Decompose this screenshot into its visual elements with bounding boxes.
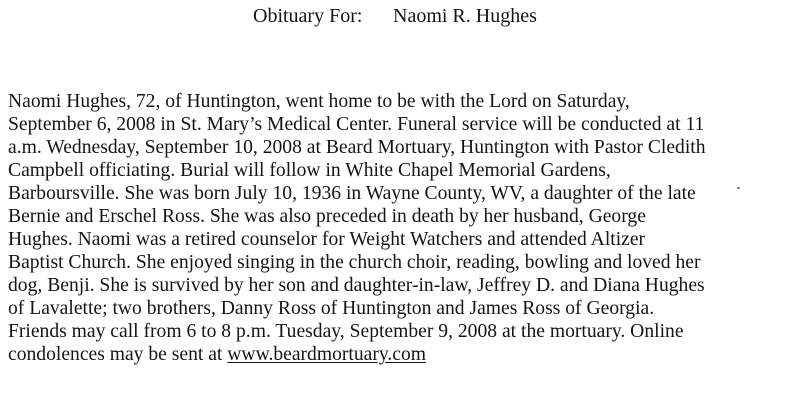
- obituary-header: [0, 4, 800, 32]
- body-line-last: [8, 343, 426, 367]
- body-line: Hughes. Naomi was a retired counselor for Weight Watchers and attended Altizer: [8, 229, 646, 250]
- condolences-text: condolences may be sent at: [8, 344, 228, 365]
- body-line: dog, Benji. She is survived by her son and daughter-in-law, Jeffrey D. and Diana Hughes: [8, 275, 705, 296]
- body-line: Campbell officiating. Burial will follow in White Chapel Memorial Gardens,: [8, 160, 611, 181]
- body-line: a.m. Wednesday, September 10, 2008 at Beard Mortuary, Huntington with Pastor Cledith: [8, 137, 706, 158]
- body-line: September 6, 2008 in St. Mary’s Medical Center. Funeral service will be conducted at 11: [8, 114, 705, 135]
- body-line: of Lavalette; two brothers, Danny Ross of Huntington and James Ross of Georgia.: [8, 298, 655, 319]
- body-line: Naomi Hughes, 72, of Huntington, went home to be with the Lord on Saturday,: [8, 91, 630, 112]
- body-line: Bernie and Erschel Ross. She was also preceded in death by her husband, George: [8, 206, 646, 227]
- body-line: Friends may call from 6 to 8 p.m. Tuesday, September 9, 2008 at the mortuary. Online: [8, 321, 684, 342]
- body-line: Barboursville. She was born July 10, 1936 in Wayne County, WV, a daughter of the late: [8, 183, 696, 204]
- deceased-name: Naomi R. Hughes: [393, 5, 537, 27]
- body-line: Baptist Church. She enjoyed singing in the church choir, reading, bowling and loved her: [8, 252, 701, 273]
- mortuary-website-link[interactable]: www.beardmortuary.com: [227, 344, 427, 365]
- scan-speck: [737, 187, 740, 189]
- header-label: Obituary For:: [253, 5, 363, 27]
